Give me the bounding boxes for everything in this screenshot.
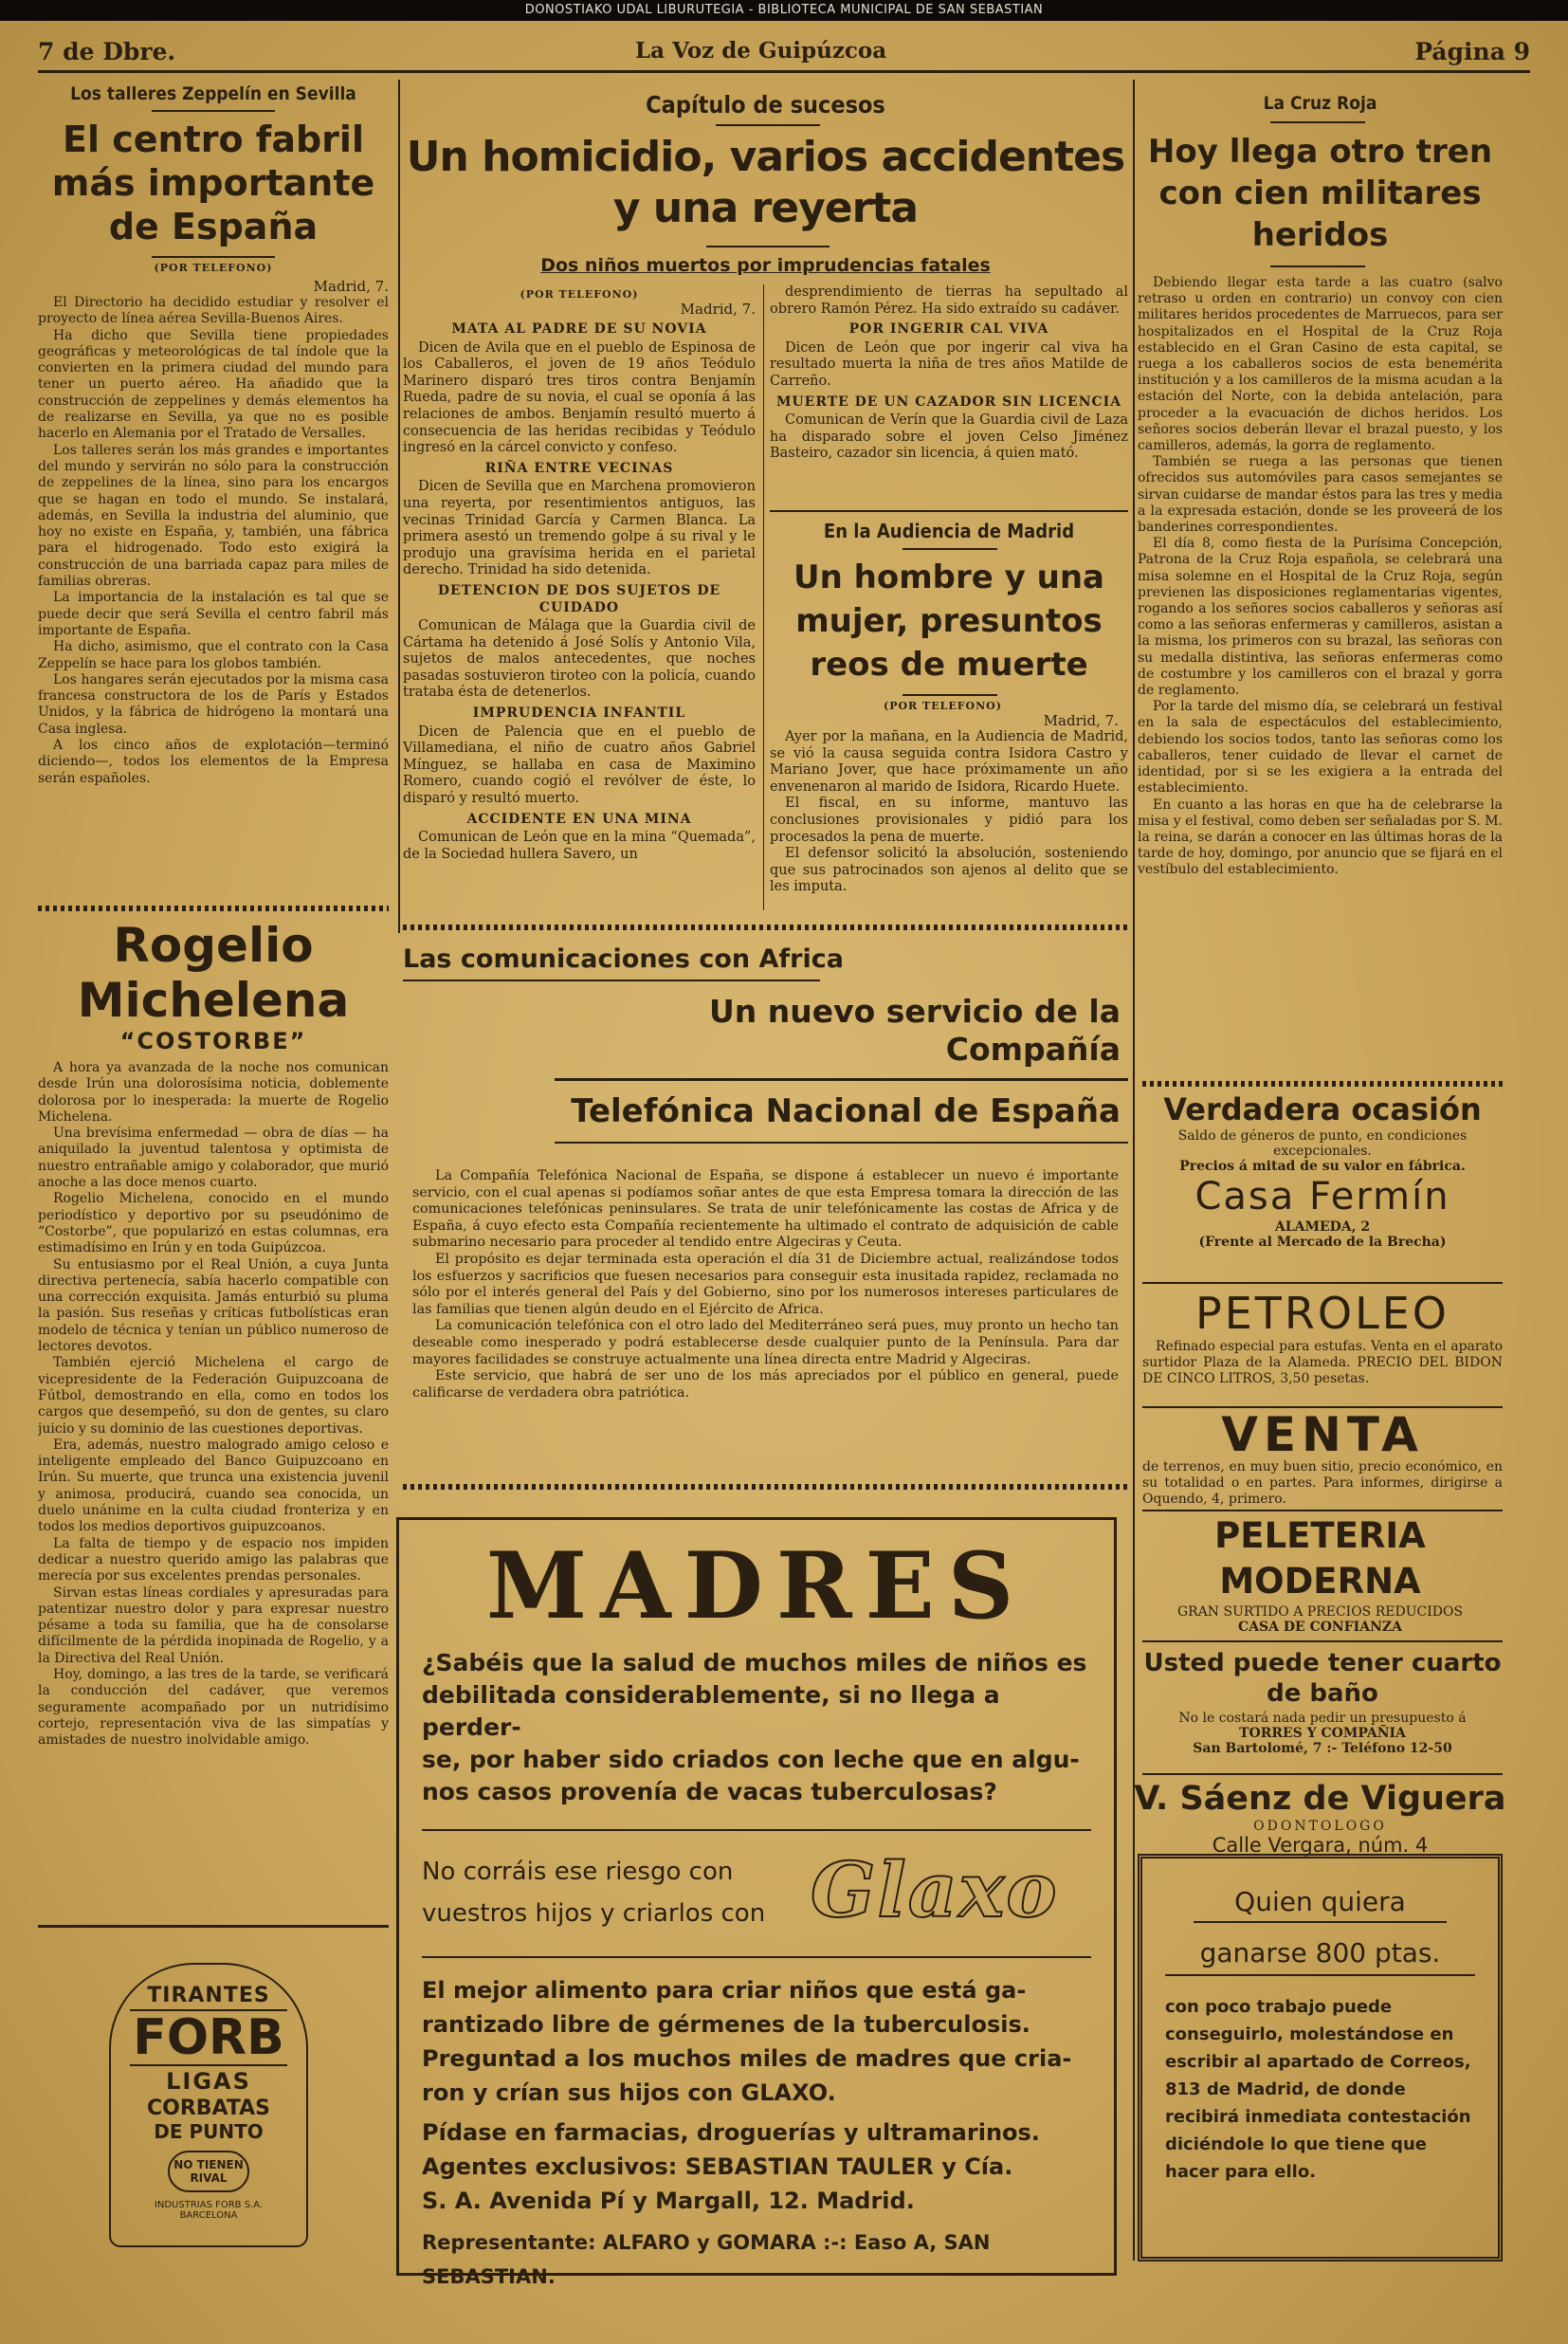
ad-rule xyxy=(1142,1406,1503,1408)
paragraph: Rogelio Michelena, conocido en el mundo periodístico y deportivo por su pseudónimo de “Costorbe”, que popularizó en estas columnas, era estimadísimo en Irún y en toda Guipúzcoa. xyxy=(38,1191,389,1256)
forb-ad xyxy=(109,1963,308,2247)
cruzroja-headline: Hoy llega otro tren con cien militares heridos xyxy=(1147,133,1493,254)
paragraph: Este servicio, que habrá de ser uno de los más apreciados por el público en general, puede calificarse de verdadera obra patriótica. xyxy=(412,1368,1119,1401)
paragraph: Comunican de Verín que la Guardia civil de Laza ha disparado sobre el joven Celso Jiménez Basteiro, cazador sin licencia, á quien mató. xyxy=(770,412,1128,462)
verdadera-address: ALAMEDA, 2 xyxy=(1274,1219,1371,1235)
kicker-rule xyxy=(903,548,997,550)
kicker-rule xyxy=(152,110,275,112)
sucesos-col-1 xyxy=(403,284,756,910)
rogelio-body xyxy=(38,1060,389,1749)
paragraph: La comunicación telefónica con el otro lado del Mediterráneo será pues, muy pronto un hecho tan deseable como inesperado y podrá establecerse desde cualquier punto de la Península. Para dar mayores facilidades se construye actualmente una línea directa entre Madrid y Algeciras. xyxy=(412,1318,1119,1367)
paragraph: Comunican de León que en la mina “Quemada”, de la Sociedad hullera Savero, un xyxy=(403,830,756,862)
audiencia-headline: Un hombre y una mujer, presuntos reos de muerte xyxy=(793,559,1104,684)
quien-line-2: ganarse 800 ptas. xyxy=(1165,1932,1475,1976)
verdadera-ad xyxy=(1142,1090,1503,1285)
paragraph: A hora ya avanzada de la noche nos comunican desde Irún una dolorosísima noticia, doblemente dolorosa por lo inesperada: la muerte de Rogelio Michelena. xyxy=(38,1060,389,1125)
section-divider xyxy=(403,1484,1128,1490)
quien-line-1: Quien quiera xyxy=(1194,1883,1447,1923)
cruzroja-body xyxy=(1138,275,1503,879)
verdadera-title: Verdadera ocasión xyxy=(1163,1091,1482,1127)
madres-q-line: se, por haber sido criados con leche que en algu- xyxy=(422,1746,1080,1773)
paragraph: Comunican de Málaga que la Guardia civil de Cártama ha detenido á José Solís y Antonio Vila, sujetos de malos antecedentes, que noches pasadas sostuvieron tiroteo con la policía, cuando trataba ésta de detenerlos. xyxy=(403,618,756,701)
masthead-rule xyxy=(38,70,1530,73)
madres-body-line: S. A. Avenida Pí y Margall, 12. Madrid. xyxy=(422,2188,915,2214)
zeppelin-body xyxy=(38,295,389,787)
saenz-address: Calle Vergara, núm. 4 xyxy=(1212,1834,1429,1857)
paragraph: Dicen de León que por ingerir cal viva ha resultado muerta la niña de tres años Matilde de Carreño. xyxy=(770,339,1128,389)
ad-rule xyxy=(1142,1773,1503,1775)
madres-body-line: Preguntad a los muchos miles de madres que cria- xyxy=(422,2045,1072,2072)
subheading: IMPRUDENCIA INFANTIL xyxy=(472,705,686,722)
verdadera-line: Saldo de géneros de punto, en condiciones excepcionales. xyxy=(1177,1128,1468,1159)
paragraph: Era, además, nuestro malogrado amigo celoso e inteligente empleado del Banco Guipuzcoano en Irún. Su muerte, que trunca una existencia juvenil y animosa, producirá, cuando sea conocida, un duelo unánime en la culta ciudad fronteriza y en todos los medios deportivos guipuzcoanos. xyxy=(38,1437,389,1535)
madres-risk-line: No corráis ese riesgo con xyxy=(422,1858,734,1886)
paragraph: Sirvan estas líneas cordiales y apresuradas para patentizar nuestro dolor y para expresar nuestro pésame a toda su familia, que ha de consolarse difícilmente de la pérdida inopinada de Rogelio, y a la Directiva del Real Unión. xyxy=(38,1584,389,1666)
madres-q-line: debilitada considerablemente, si no llega a perder- xyxy=(422,1681,1000,1741)
petroleo-title: PETROLEO xyxy=(1195,1288,1449,1339)
audiencia-body xyxy=(770,729,1128,896)
subheading: ACCIDENTE EN UNA MINA xyxy=(466,811,692,827)
peleteria-address xyxy=(1133,1635,1507,1637)
africa-body xyxy=(412,1168,1119,1401)
cruzroja-kicker: La Cruz Roja xyxy=(1263,93,1377,114)
cruzroja-article xyxy=(1138,93,1503,1070)
headline-rule xyxy=(903,694,997,696)
audiencia-kicker: En la Audiencia de Madrid xyxy=(823,520,1075,542)
paragraph: Los talleres serán los más grandes e importantes del mundo y servirán no sólo para la construcción de zeppelines de la línea, sino para los encargos que se hagan en todo el mundo. Se instalará, además, en Sevilla la industria del aluminio, que hoy no existe en España, y, también, una fábrica para el hidrogenado. Todo esto exigirá la construcción de una barriada capaz para miles de familias obreras. xyxy=(38,442,389,590)
ad-rule xyxy=(1142,1510,1503,1511)
ad-rule xyxy=(1142,1640,1503,1642)
headline-rule xyxy=(152,256,275,258)
forb-industrias: INDUSTRIAS FORB S.A. xyxy=(154,2200,264,2210)
venta-title: VENTA xyxy=(1221,1410,1424,1462)
africa-headline-2: Telefónica Nacional de España xyxy=(555,1092,1128,1144)
saenz-title: V. Sáenz de Viguera xyxy=(1134,1780,1506,1818)
paragraph: El defensor solicitó la absolución, sosteniendo que sus patrocinados son ajenos al delito que se les imputa. xyxy=(770,846,1128,895)
madres-divider xyxy=(422,1829,1091,1831)
bano-company: TORRES Y COMPAÑIA xyxy=(1239,1726,1406,1741)
subheading: MUERTE DE UN CAZADOR SIN LICENCIA xyxy=(775,394,1122,410)
africa-kicker: Las comunicaciones con Africa xyxy=(403,944,844,974)
sucesos-subhead: Dos niños muertos por imprudencias fatales xyxy=(540,255,991,276)
bano-title: Usted puede tener cuarto de baño xyxy=(1143,1649,1502,1708)
paragraph: Por la tarde del mismo día, se celebrará un festival en la sala de espectáculos del establecimiento, debiendo los socios todos, tanto las señoras como los caballeros, tener cuidado de llevar el carnet de identidad, por si se les exigiera a la entrada del establecimiento. xyxy=(1138,699,1503,797)
madres-body-line: Agentes exclusivos: SEBASTIAN TAULER y Cía. xyxy=(422,2153,1013,2180)
madres-ad xyxy=(396,1517,1117,2288)
paragraph: Dicen de Avila que en el pueblo de Espinosa de los Caballeros, el joven de 19 años Teódulo Marinero disparó tres tiros contra Benjamín Rueda, padre de su novia, el cual se oponía á las relaciones de ambos. Benjamín resultó muerto á consecuencia de las heridas recibidas y Teódulo ingresó en la cárcel convicto y confeso. xyxy=(403,339,756,456)
subheading: DETENCION DE DOS SUJETOS DE CUIDADO xyxy=(437,582,721,615)
bano-line: No le costará nada pedir un presupuesto á xyxy=(1178,1711,1467,1726)
madres-risk-line: vuestros hijos y criarlos con xyxy=(422,1899,766,1928)
sucesos-header xyxy=(403,91,1128,281)
madres-body-line: Representante: ALFARO y GOMARA :-: Easo A, SAN SEBASTIAN. xyxy=(422,2231,991,2288)
paragraph: A los cinco años de explotación—terminó diciendo—, todos los elementos de la Empresa serán españoles. xyxy=(38,738,389,786)
column-rule xyxy=(1133,80,1135,2261)
peleteria-ad xyxy=(1133,1513,1507,1637)
paragraph: Una brevísima enfermedad — obra de días — ha aniquilado la juventud talentosa y optimista de nuestro entrañable amigo y colaborador, que murió anoche a las doce menos cuarto. xyxy=(38,1126,389,1191)
rogelio-article xyxy=(38,918,389,1914)
madres-body-line: Pídase en farmacias, droguerías y ultramarinos. xyxy=(422,2119,1040,2146)
paragraph: Su entusiasmo por el Real Unión, a cuya Junta directiva pertenecía, sabía hacerlo compatible con una corrección exquisita. Jamás enturbió su pluma la pasión. Sus reseñas y críticas futbolísticas eran modelo de técnica y tenían un público numeroso de lectores devotos. xyxy=(38,1256,389,1355)
casa-fermin: Casa Fermín xyxy=(1194,1175,1450,1218)
audiencia-por-telefono: (POR TELEFONO) xyxy=(884,700,1002,712)
paragraph: La falta de tiempo y de espacio nos impiden dedicar a nuestro querido amigo las palabras que merecía por sus excelentes prendas personales. xyxy=(38,1535,389,1584)
madres-body-line: El mejor alimento para criar niños que está ga- xyxy=(422,1977,1027,2004)
sucesos-col1-body xyxy=(403,321,756,863)
sucesos-col-2 xyxy=(770,284,1128,522)
madres-body xyxy=(422,1973,1091,2294)
zeppelin-kicker: Los talleres Zeppelín en Sevilla xyxy=(70,83,356,104)
madres-question xyxy=(422,1647,1091,1808)
verdadera-line: Precios á mitad de su valor en fábrica. xyxy=(1179,1159,1466,1174)
audiencia-article xyxy=(770,520,1128,918)
forb-ligas: LIGAS xyxy=(166,2068,251,2095)
sucesos-kicker: Capítulo de sucesos xyxy=(646,91,885,119)
section-divider xyxy=(403,925,1128,930)
madres-body-line: ron y crían sus hijos con GLAXO. xyxy=(422,2079,836,2106)
paragraph: La importancia de la instalación es tal que se puede decir que será Sevilla el centro fabril más importante de España. xyxy=(38,590,389,638)
petroleo-text: Refinado especial para estufas. Venta en el aparato surtidor Plaza de la Alameda. PRECIO DEL BIDON DE CINCO LITROS, 3,50 pesetas. xyxy=(1142,1339,1503,1386)
section-divider xyxy=(1142,1081,1503,1087)
subheading: RIÑA ENTRE VECINAS xyxy=(484,460,674,476)
saenz-ad xyxy=(1133,1779,1507,1864)
rogelio-subhead: “COSTORBE” xyxy=(119,1028,307,1054)
ad-rule xyxy=(1142,1282,1503,1284)
archive-banner: DONOSTIAKO UDAL LIBURUTEGIA - BIBLIOTECA MUNICIPAL DE SAN SEBASTIAN xyxy=(0,0,1568,21)
paragraph: desprendimiento de tierras ha sepultado al obrero Ramón Pérez. Ha sido extraído su cadáver. xyxy=(770,284,1128,317)
forb-barcelona: BARCELONA xyxy=(179,2210,238,2221)
madres-body-line: rantizado libre de gérmenes de la tuberculosis. xyxy=(422,2011,1030,2038)
masthead-date: 7 de Dbre. xyxy=(38,38,176,65)
rogelio-headline: Rogelio Michelena xyxy=(77,918,350,1028)
headline-rule xyxy=(1270,266,1365,267)
paragraph: En cuanto a las horas en que ha de celebrarse la misa y el festival, como deben ser señaladas por S. M. la reina, se darán a conocer en las últimas horas de la tarde de hoy, domingo, por anuncio que se fijará en el vestíbulo del establecimiento. xyxy=(1138,797,1503,878)
quien-text: con poco trabajo puede conseguirlo, molestándose en escribir al apartado de Correos, 813 de Madrid, de donde recibirá inmediata contestación diciéndole lo que tiene que hacer para ello. xyxy=(1165,1997,1471,2182)
headline-rule xyxy=(706,246,830,247)
bano-address: San Bartolomé, 7 :- Teléfono 12-50 xyxy=(1193,1741,1452,1756)
audiencia-dateline: Madrid, 7. xyxy=(1043,712,1119,729)
paragraph: Ha dicho, asimismo, que el contrato con la Casa Zeppelín se hace para los globos también. xyxy=(38,639,389,671)
sucesos-col2-body xyxy=(770,284,1128,463)
paragraph: Hoy, domingo, a las tres de la tarde, se verificará la conducción del cadáver, que veremos seguramente acompañado por un nutridísimo cortejo, representación viva de las simpatías y amistades de nuestro inolvidable amigo. xyxy=(38,1666,389,1749)
madres-q-line: ¿Sabéis que la salud de muchos miles de niños es xyxy=(422,1649,1087,1676)
subheading: MATA AL PADRE DE SU NOVIA xyxy=(451,321,707,337)
paragraph: Dicen de Sevilla que en Marchena promovieron una reyerta, por resentimientos antiguos, las vecinas Trinidad García y Carmen Blanca. La primera asestó un tremendo golpe á su rival y le produjo una gravísima herida en el parietal derecho. Trinidad ha sido detenida. xyxy=(403,479,756,578)
venta-ad xyxy=(1142,1410,1503,1510)
masthead xyxy=(38,38,1530,72)
sucesos-por-telefono: (POR TELEFONO) xyxy=(520,288,639,301)
peleteria-title: PELETERIA MODERNA xyxy=(1214,1515,1426,1602)
paragraph: El fiscal, en su informe, mantuvo las conclusiones provisionales y pidió para los procesados la pena de muerte. xyxy=(770,796,1128,845)
madres-title: MADRES xyxy=(485,1532,1028,1639)
subheading: POR INGERIR CAL VIVA xyxy=(848,321,1049,338)
forb-tirantes: TIRANTES xyxy=(147,1984,270,2007)
column-rule xyxy=(398,80,400,933)
saenz-profession: ODONTOLOGO xyxy=(1253,1819,1387,1834)
quien-quiera-ad xyxy=(1138,1854,1503,2262)
column-rule xyxy=(763,284,764,910)
glaxo-logo: Glaxo xyxy=(811,1845,1059,1934)
madres-risk xyxy=(422,1844,1091,1949)
kicker-rule xyxy=(1270,121,1365,123)
forb-no-tienen-rival: NO TIENEN RIVAL xyxy=(168,2151,249,2192)
verdadera-address-2: (Frente al Mercado de la Brecha) xyxy=(1198,1235,1447,1250)
africa-headline-1: Un nuevo servicio de la Compañía xyxy=(555,993,1128,1081)
masthead-page: Página 9 xyxy=(1414,38,1530,65)
paragraph: El propósito es dejar terminada esta operación el día 31 de Diciembre actual, realizándose todos los esfuerzos y sacrificios que fuesen necesarios para conseguir esta inusitada rapidez, reclamada no sólo por el interés general del País y del Gobierno, sino por los numerosos intereses particulares de las familias que tienen algún deudo en el Ejército de Africa. xyxy=(412,1251,1119,1317)
zeppelin-dateline: Madrid, 7. xyxy=(313,278,389,295)
peleteria-line: GRAN SURTIDO A PRECIOS REDUCIDOS xyxy=(1176,1604,1464,1620)
section-divider xyxy=(38,906,389,911)
forb-corbatas: CORBATAS xyxy=(146,2097,271,2120)
paragraph: La Compañía Telefónica Nacional de España, se dispone á establecer un nuevo é importante servicio, con el cual apenas si podíamos soñar antes de que esta Empresa tomara la dirección de las comunicaciones telefónicas peninsulares. Se trata de unir telefónicamente las costas de Africa y de España, á cuyo efecto esta Compañía recientemente ha ultimado el contrato de adquisición de cable submarino necesario para proceder al tendido entre Algeciras y Ceuta. xyxy=(412,1168,1119,1251)
paragraph: Ayer por la mañana, en la Audiencia de Madrid, se vió la causa seguida contra Isidora Castro y Mariano Jover, que hace próximamente un año envenenaron al marido de Isidora, Ricardo Huete. xyxy=(770,729,1128,795)
zeppelin-headline: El centro fabril más importante de España xyxy=(51,119,375,247)
paragraph: Ha dicho que Sevilla tiene propiedades geográficas y meteorológicas de tal índole que la convierten en la primera ciudad del mundo para tener un puerto aéreo. Ha añadido que la construcción de zeppelines y demás elementos ha de realizarse en Sevilla, ya que no es posible hacerlo en Alemania por el Tratado de Versalles. xyxy=(38,327,389,442)
audiencia-top-rule xyxy=(770,510,1128,512)
paragraph: Debiendo llegar esta tarde a las cuatro (salvo retraso u orden en contrario) un convoy con cien militares heridos procedentes de Marruecos, para ser hospitalizados en el Hospital de la Cruz Roja establecido en el Gran Casino de esta capital, se ruega a los caballeros socios de esta benemérita institución y a los camilleros de la misma acudan a la estación del Norte, con la debida antelación, para proceder a la evacuación de dichos heridos. Los señores socios deberán llevar el brazal puesto, y los camilleros, además, la gorra de reglamento. xyxy=(1138,275,1503,454)
paragraph: También se ruega a las personas que tienen ofrecidos sus automóviles para casos semejantes se sirvan cuidarse de mandar éstos para las tres y media a la expresada estación, donde se les proveerá de los banderines correspondientes. xyxy=(1138,454,1503,536)
venta-text: de terrenos, en muy buen sitio, precio económico, en su totalidad o en partes. Para informes, dirigirse a Oquendo, 4, primero. xyxy=(1142,1459,1503,1507)
paragraph: El Directorio ha decidido estudiar y resolver el proyecto de línea aérea Sevilla-Buenos Aires. xyxy=(38,295,389,327)
petroleo-ad xyxy=(1142,1288,1503,1406)
peleteria-line: CASA DE CONFIANZA xyxy=(1238,1620,1402,1635)
kicker-rule xyxy=(716,124,820,126)
forb-de-punto: DE PUNTO xyxy=(154,2120,264,2143)
zeppelin-article xyxy=(38,83,389,908)
paragraph: El día 8, como fiesta de la Purísima Concepción, Patrona de la Cruz Roja española, se celebrará una misa solemne en el Hospital de la Cruz Roja, según previenen las disposiciones reglamentarias vigentes, rogando a los señores socios caballeros y señoras así como a las señoras enfermeras y camilleros, asistan a la misma, los primeros con su brazal, las señoras con su medalla distintiva, las señoras enfermeras como de costumbre y los camilleros con el brazal y gorra de reglamento. xyxy=(1138,536,1503,699)
madres-divider xyxy=(422,1956,1091,1958)
paragraph: Dicen de Palencia que en el pueblo de Villamediana, el niño de cuatro años Gabriel Mínguez, se hallaba en casa de Maximino Romero, cuando cogió el revólver de éste, lo disparó y resultó muerto. xyxy=(403,723,756,807)
madres-q-line: nos casos provenía de vacas tuberculosas? xyxy=(422,1778,997,1805)
zeppelin-por-telefono: (POR TELEFONO) xyxy=(154,262,273,274)
sucesos-dateline: Madrid, 7. xyxy=(680,301,756,318)
bano-ad xyxy=(1142,1648,1503,1771)
masthead-paper: La Voz de Guipúzcoa xyxy=(635,38,887,64)
paragraph: También ejerció Michelena el cargo de vicepresidente de la Federación Guipuzcoana de Fútbol, demostrando en ella, como en todos los cargos que desempeñó, su don de gentes, su claro juicio y su dominio de las cuestiones deportivas. xyxy=(38,1355,389,1437)
kicker-rule xyxy=(403,980,820,981)
sucesos-headline: Un homicidio, varios accidentes y una reyerta xyxy=(406,133,1125,232)
paragraph: Los hangares serán ejecutados por la misma casa francesa constructora de los de París y Estados Unidos, y la fábrica de hidrógeno la montará una Casa inglesa. xyxy=(38,671,389,737)
forb-top-rule xyxy=(38,1925,389,1928)
forb-logo: FORB xyxy=(130,2009,287,2066)
africa-article xyxy=(403,939,1128,1489)
